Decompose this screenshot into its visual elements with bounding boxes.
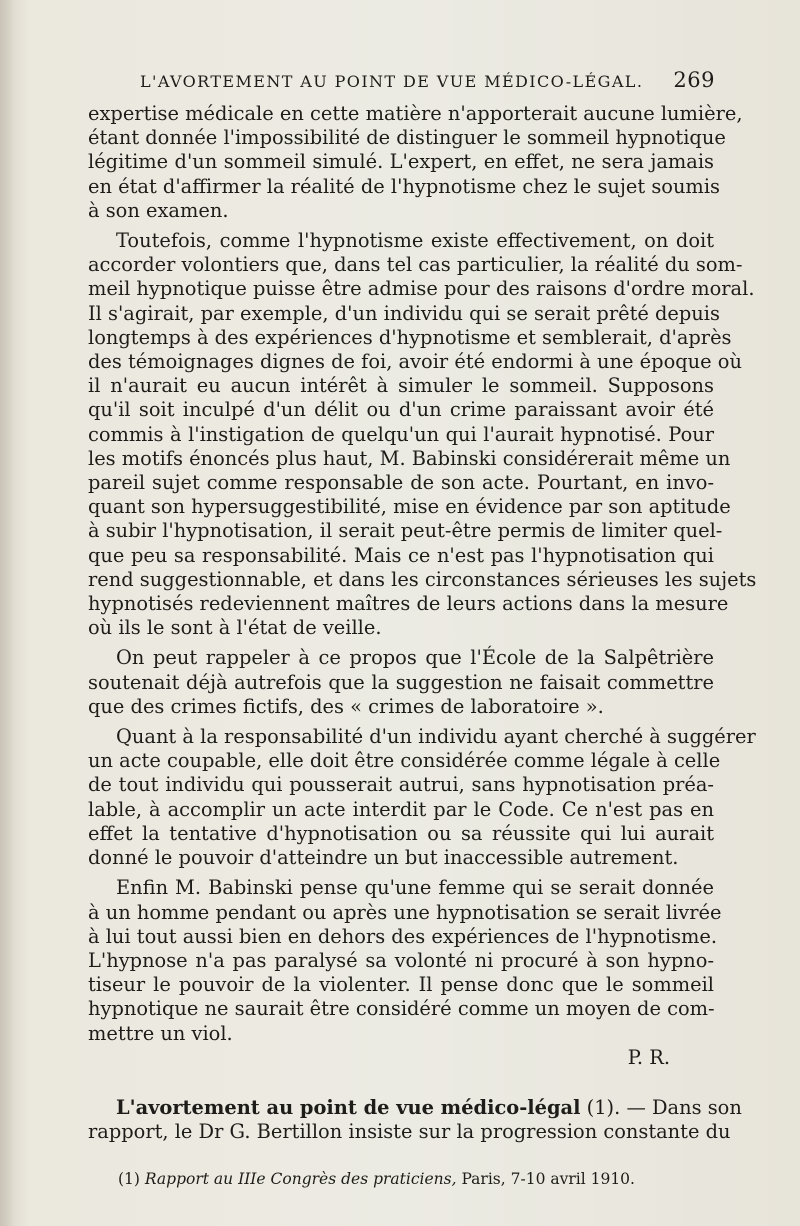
footnote	[118, 1170, 708, 1188]
footnote-place-date: Paris, 7-10 avril 1910.	[461, 1170, 635, 1188]
footnote-marker: (1)	[118, 1170, 140, 1188]
running-header	[140, 68, 715, 92]
body-line: hypnotisés redeviennent maîtres de leurs actions dans la mesure	[88, 592, 729, 616]
page-number: 269	[673, 68, 715, 92]
body-line: donné le pouvoir d'atteindre un but inaccessible autrement.	[88, 846, 679, 870]
body-line: meil hypnotique puisse être admise pour des raisons d'ordre moral.	[88, 277, 755, 301]
body-line: les motifs énoncés plus haut, M. Babinski considérerait même un	[88, 446, 731, 470]
body-line: à subir l'hypnotisation, il serait peut-être permis de limiter quel-	[88, 519, 723, 543]
body-line: lable, à accomplir un acte interdit par le Code. Ce n'est pas en	[88, 797, 714, 821]
body-line: Quant à la responsabilité d'un individu ayant cherché à suggérer	[116, 725, 756, 749]
body-line: mettre un viol.	[88, 1021, 233, 1045]
page-spine-shadow	[0, 0, 14, 1226]
body-line: à lui tout aussi bien en dehors des expériences de l'hypnotisme.	[88, 924, 718, 948]
body-line: Enfin M. Babinski pense qu'une femme qui se serait donnée	[116, 876, 714, 900]
body-line: que peu sa responsabilité. Mais ce n'est pas l'hypnotisation qui	[88, 543, 714, 567]
body-line: expertise médicale en cette matière n'apporterait aucune lumière,	[88, 102, 743, 125]
body-line: Toutefois, comme l'hypnotisme existe effectivement, on doit	[116, 229, 714, 253]
section-heading-line	[88, 1095, 742, 1120]
body-line: tiseur le pouvoir de la violenter. Il pense donc que le sommeil	[88, 973, 714, 997]
section-heading-ref: (1).	[586, 1095, 621, 1119]
body-line: pareil sujet comme responsable de son acte. Pourtant, en invo-	[88, 471, 714, 495]
footnote-title: Rapport au IIIe Congrès des praticiens,	[144, 1170, 457, 1188]
body-line: il n'aurait eu aucun intérêt à simuler le sommeil. Supposons	[88, 374, 714, 398]
body-line: à son examen.	[88, 198, 229, 222]
body-line: effet la tentative d'hypnotisation ou sa réussite qui lui aurait	[88, 821, 714, 845]
section-gap	[88, 1070, 714, 1096]
section-line: rapport, le Dr G. Bertillon insiste sur la progression constante du	[88, 1120, 731, 1144]
body-line: de tout individu qui pousserait autrui, sans hypnotisation préa-	[88, 773, 714, 797]
body-line: que des crimes fictifs, des « crimes de laboratoire ».	[88, 694, 604, 718]
body-line: Il s'agirait, par exemple, d'un individu qui se serait prêté depuis	[88, 301, 720, 325]
body-line: un acte coupable, elle doit être considérée comme légale à celle	[88, 749, 721, 773]
running-title: L'AVORTEMENT AU POINT DE VUE MÉDICO-LÉGAL.	[140, 72, 644, 91]
body-text	[88, 102, 757, 1144]
body-lines	[88, 102, 757, 1046]
body-line: qu'il soit inculpé d'un délit ou d'un crime paraissant avoir été	[88, 398, 714, 422]
body-line: des témoignages dignes de foi, avoir été endormi à une époque où	[88, 350, 742, 374]
body-line: où ils le sont à l'état de veille.	[88, 616, 382, 640]
body-line: longtemps à des expériences d'hypnotisme et semblerait, d'après	[88, 325, 732, 349]
body-line: soutenait déjà autrefois que la suggestion ne faisait commettre	[88, 670, 714, 694]
body-line: rend suggestionnable, et dans les circonstances sérieuses les sujets	[88, 567, 757, 591]
body-line: accorder volontiers que, dans tel cas particulier, la réalité du som-	[88, 253, 743, 277]
signature: P. R.	[627, 1045, 670, 1069]
body-line: à un homme pendant ou après une hypnotisation se serait livrée	[88, 900, 722, 924]
body-line: L'hypnose n'a pas paralysé sa volonté ni procuré à son hypno-	[88, 948, 714, 972]
body-line: légitime d'un sommeil simulé. L'expert, en effet, ne sera jamais	[88, 150, 714, 174]
body-line: hypnotique ne saurait être considéré comme un moyen de com-	[88, 997, 715, 1021]
section-heading: L'avortement au point de vue médico-légal	[116, 1095, 581, 1119]
body-line: quant son hypersuggestibilité, mise en évidence par son aptitude	[88, 495, 731, 519]
body-line: On peut rappeler à ce propos que l'École de la Salpêtrière	[116, 646, 714, 670]
section-heading-rest: — Dans son	[626, 1095, 742, 1119]
body-line: en état d'affirmer la réalité de l'hypnotisme chez le sujet soumis	[88, 174, 720, 198]
body-line: commis à l'instigation de quelqu'un qui l'aurait hypnotisé. Pour	[88, 422, 714, 446]
body-line: étant donnée l'impossibilité de distinguer le sommeil hypnotique	[88, 126, 726, 150]
